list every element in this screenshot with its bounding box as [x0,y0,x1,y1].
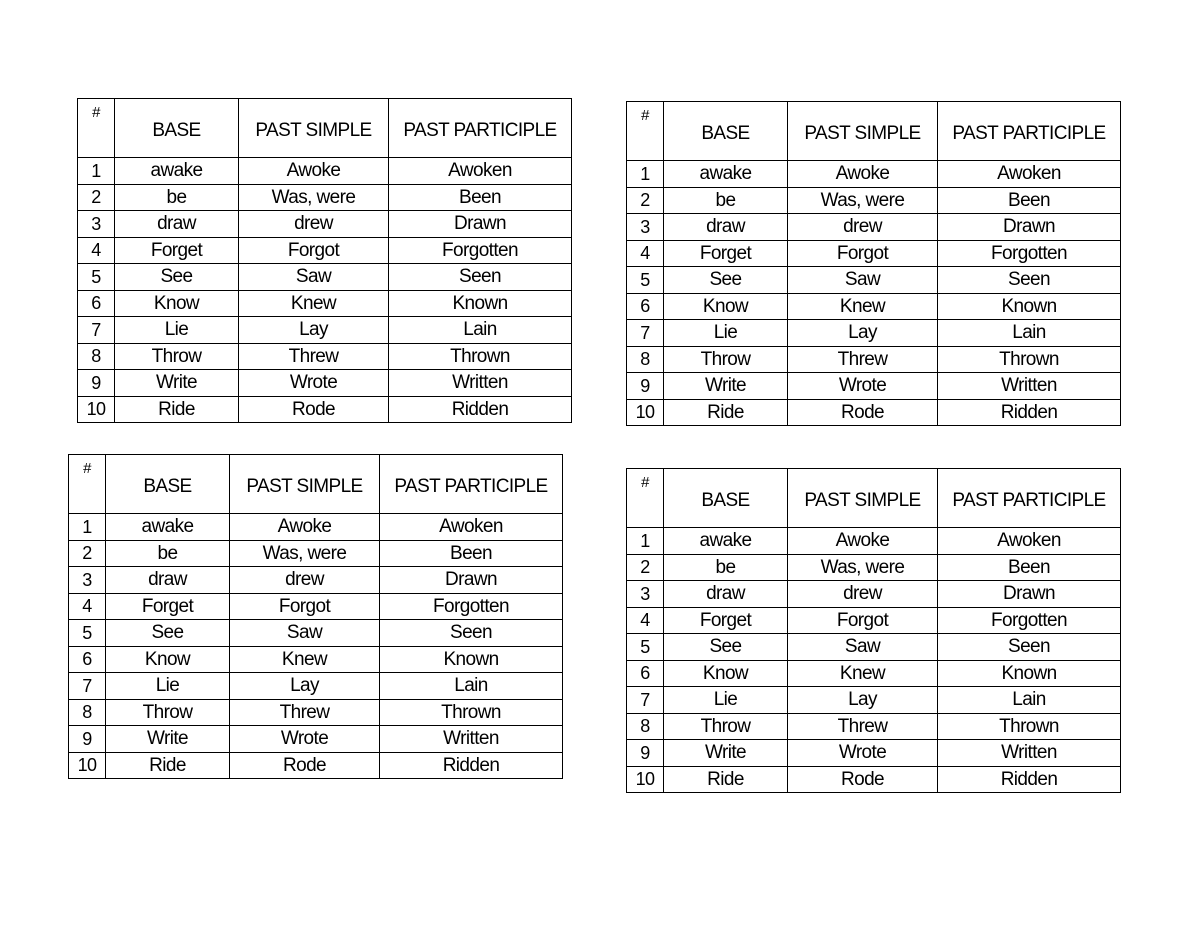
base-cell: Forget [664,607,788,634]
past-participle-cell: Awoken [389,158,572,185]
past-participle-cell: Seen [389,264,572,291]
table-row [627,740,1121,767]
past-participle-cell: Seen [938,267,1121,294]
table-row [627,320,1121,347]
row-number: 7 [627,687,664,714]
table-header-row [627,102,1121,161]
base-cell: See [664,267,788,294]
header-base: BASE [664,469,788,528]
past-simple-cell: Awoke [788,161,938,188]
base-cell: Lie [115,317,239,344]
table-row [69,620,563,647]
past-participle-cell: Drawn [389,211,572,238]
past-simple-cell: Wrote [239,370,389,397]
past-participle-cell: Ridden [938,766,1121,793]
header-number: # [69,455,106,514]
past-simple-cell: Awoke [788,528,938,555]
base-cell: Ride [664,399,788,426]
table-row [627,267,1121,294]
past-simple-cell: Rode [230,752,380,779]
header-base: BASE [664,102,788,161]
past-simple-cell: Lay [788,687,938,714]
past-participle-cell: Lain [389,317,572,344]
past-participle-cell: Known [938,293,1121,320]
past-participle-cell: Forgotten [380,593,563,620]
past-participle-cell: Drawn [938,214,1121,241]
past-simple-cell: Saw [230,620,380,647]
base-cell: Ride [115,396,239,423]
table-row [69,646,563,673]
row-number: 5 [69,620,106,647]
table-row [627,346,1121,373]
past-simple-cell: Threw [230,699,380,726]
base-cell: Throw [664,713,788,740]
verb-table-1 [77,98,572,423]
header-past-participle: PAST PARTICIPLE [380,455,563,514]
table-row [627,214,1121,241]
past-participle-cell: Been [938,187,1121,214]
base-cell: Know [106,646,230,673]
table-row [69,567,563,594]
row-number: 3 [627,581,664,608]
base-cell: Lie [664,320,788,347]
table-row [78,211,572,238]
table-row [627,687,1121,714]
past-participle-cell: Forgotten [389,237,572,264]
past-participle-cell: Been [389,184,572,211]
past-participle-cell: Seen [380,620,563,647]
row-number: 6 [627,660,664,687]
base-cell: Write [106,726,230,753]
base-cell: Forget [106,593,230,620]
past-simple-cell: Wrote [788,373,938,400]
row-number: 8 [69,699,106,726]
verb-table-3 [68,454,563,779]
row-number: 3 [627,214,664,241]
past-participle-cell: Lain [938,687,1121,714]
past-simple-cell: Knew [788,660,938,687]
row-number: 9 [78,370,115,397]
base-cell: See [115,264,239,291]
table-row [69,726,563,753]
row-number: 4 [627,607,664,634]
past-participle-cell: Been [938,554,1121,581]
past-simple-cell: Saw [788,634,938,661]
row-number: 10 [627,766,664,793]
table-row [627,766,1121,793]
table-header-row [69,455,563,514]
row-number: 8 [78,343,115,370]
base-cell: Know [115,290,239,317]
base-cell: awake [106,514,230,541]
past-participle-cell: Forgotten [938,240,1121,267]
past-simple-cell: Was, were [788,187,938,214]
past-simple-cell: Wrote [230,726,380,753]
row-number: 5 [627,634,664,661]
past-participle-cell: Forgotten [938,607,1121,634]
past-simple-cell: Awoke [230,514,380,541]
table-row [78,237,572,264]
base-cell: Know [664,660,788,687]
base-cell: Throw [115,343,239,370]
row-number: 5 [627,267,664,294]
past-participle-cell: Thrown [938,346,1121,373]
table-header-row [627,469,1121,528]
table-row [627,554,1121,581]
past-participle-cell: Awoken [380,514,563,541]
table-header-row [78,99,572,158]
header-past-participle: PAST PARTICIPLE [938,469,1121,528]
past-participle-cell: Written [380,726,563,753]
table-row [78,184,572,211]
base-cell: Write [664,740,788,767]
past-participle-cell: Seen [938,634,1121,661]
row-number: 4 [627,240,664,267]
base-cell: Ride [106,752,230,779]
row-number: 10 [69,752,106,779]
past-simple-cell: Rode [788,766,938,793]
row-number: 9 [627,373,664,400]
row-number: 10 [627,399,664,426]
table-row [69,673,563,700]
row-number: 9 [69,726,106,753]
row-number: 1 [627,161,664,188]
past-participle-cell: Written [938,373,1121,400]
base-cell: be [664,187,788,214]
row-number: 2 [627,554,664,581]
row-number: 6 [627,293,664,320]
past-simple-cell: drew [788,581,938,608]
row-number: 7 [627,320,664,347]
base-cell: Ride [664,766,788,793]
table-row [78,370,572,397]
table-row [78,158,572,185]
base-cell: See [106,620,230,647]
base-cell: Write [664,373,788,400]
past-simple-cell: Threw [788,713,938,740]
past-participle-cell: Lain [938,320,1121,347]
row-number: 2 [78,184,115,211]
table-row [627,713,1121,740]
table-row [627,399,1121,426]
past-simple-cell: Forgot [788,607,938,634]
base-cell: be [106,540,230,567]
base-cell: draw [115,211,239,238]
past-participle-cell: Ridden [389,396,572,423]
base-cell: draw [664,214,788,241]
base-cell: draw [664,581,788,608]
row-number: 1 [69,514,106,541]
row-number: 6 [69,646,106,673]
past-simple-cell: Was, were [788,554,938,581]
base-cell: draw [106,567,230,594]
row-number: 6 [78,290,115,317]
past-participle-cell: Been [380,540,563,567]
table-row [78,290,572,317]
table-row [78,317,572,344]
base-cell: Throw [106,699,230,726]
table-row [627,373,1121,400]
table-row [69,514,563,541]
base-cell: Lie [106,673,230,700]
row-number: 7 [78,317,115,344]
past-participle-cell: Drawn [380,567,563,594]
row-number: 8 [627,713,664,740]
past-simple-cell: Saw [788,267,938,294]
past-simple-cell: Saw [239,264,389,291]
base-cell: be [664,554,788,581]
past-participle-cell: Awoken [938,528,1121,555]
table-row [78,264,572,291]
table-row [69,752,563,779]
past-simple-cell: Was, were [239,184,389,211]
past-simple-cell: Forgot [788,240,938,267]
past-simple-cell: drew [788,214,938,241]
verb-table-4 [626,468,1121,793]
table-row [78,343,572,370]
past-participle-cell: Known [389,290,572,317]
past-participle-cell: Thrown [389,343,572,370]
header-past-participle: PAST PARTICIPLE [938,102,1121,161]
row-number: 1 [627,528,664,555]
past-participle-cell: Lain [380,673,563,700]
header-number: # [627,469,664,528]
row-number: 4 [69,593,106,620]
verb-table-2 [626,101,1121,426]
row-number: 2 [69,540,106,567]
past-simple-cell: Rode [788,399,938,426]
header-past-simple: PAST SIMPLE [788,102,938,161]
table-row [69,699,563,726]
base-cell: Throw [664,346,788,373]
header-past-participle: PAST PARTICIPLE [389,99,572,158]
past-simple-cell: Lay [239,317,389,344]
past-participle-cell: Ridden [380,752,563,779]
row-number: 3 [78,211,115,238]
past-participle-cell: Written [389,370,572,397]
base-cell: Lie [664,687,788,714]
base-cell: awake [664,528,788,555]
past-participle-cell: Known [380,646,563,673]
header-past-simple: PAST SIMPLE [239,99,389,158]
past-participle-cell: Ridden [938,399,1121,426]
past-participle-cell: Known [938,660,1121,687]
table-row [627,161,1121,188]
past-simple-cell: Awoke [239,158,389,185]
table-row [627,187,1121,214]
past-simple-cell: Knew [239,290,389,317]
base-cell: See [664,634,788,661]
past-participle-cell: Drawn [938,581,1121,608]
row-number: 1 [78,158,115,185]
past-participle-cell: Written [938,740,1121,767]
base-cell: Know [664,293,788,320]
past-simple-cell: Lay [788,320,938,347]
header-base: BASE [115,99,239,158]
past-simple-cell: Wrote [788,740,938,767]
table-row [627,607,1121,634]
row-number: 2 [627,187,664,214]
past-simple-cell: Threw [239,343,389,370]
row-number: 8 [627,346,664,373]
row-number: 3 [69,567,106,594]
row-number: 4 [78,237,115,264]
row-number: 9 [627,740,664,767]
base-cell: Forget [664,240,788,267]
base-cell: be [115,184,239,211]
past-participle-cell: Awoken [938,161,1121,188]
table-row [69,593,563,620]
past-simple-cell: Lay [230,673,380,700]
table-row [627,528,1121,555]
past-simple-cell: drew [239,211,389,238]
row-number: 10 [78,396,115,423]
row-number: 7 [69,673,106,700]
header-base: BASE [106,455,230,514]
past-simple-cell: Was, were [230,540,380,567]
past-simple-cell: Forgot [230,593,380,620]
table-row [627,581,1121,608]
past-simple-cell: Knew [788,293,938,320]
header-past-simple: PAST SIMPLE [230,455,380,514]
table-row [627,293,1121,320]
table-row [627,660,1121,687]
past-simple-cell: Forgot [239,237,389,264]
table-row [69,540,563,567]
header-number: # [627,102,664,161]
table-row [627,634,1121,661]
table-row [627,240,1121,267]
past-simple-cell: drew [230,567,380,594]
past-simple-cell: Knew [230,646,380,673]
row-number: 5 [78,264,115,291]
past-participle-cell: Thrown [380,699,563,726]
past-participle-cell: Thrown [938,713,1121,740]
header-past-simple: PAST SIMPLE [788,469,938,528]
past-simple-cell: Threw [788,346,938,373]
base-cell: Write [115,370,239,397]
table-row [78,396,572,423]
past-simple-cell: Rode [239,396,389,423]
base-cell: Forget [115,237,239,264]
base-cell: awake [115,158,239,185]
header-number: # [78,99,115,158]
base-cell: awake [664,161,788,188]
